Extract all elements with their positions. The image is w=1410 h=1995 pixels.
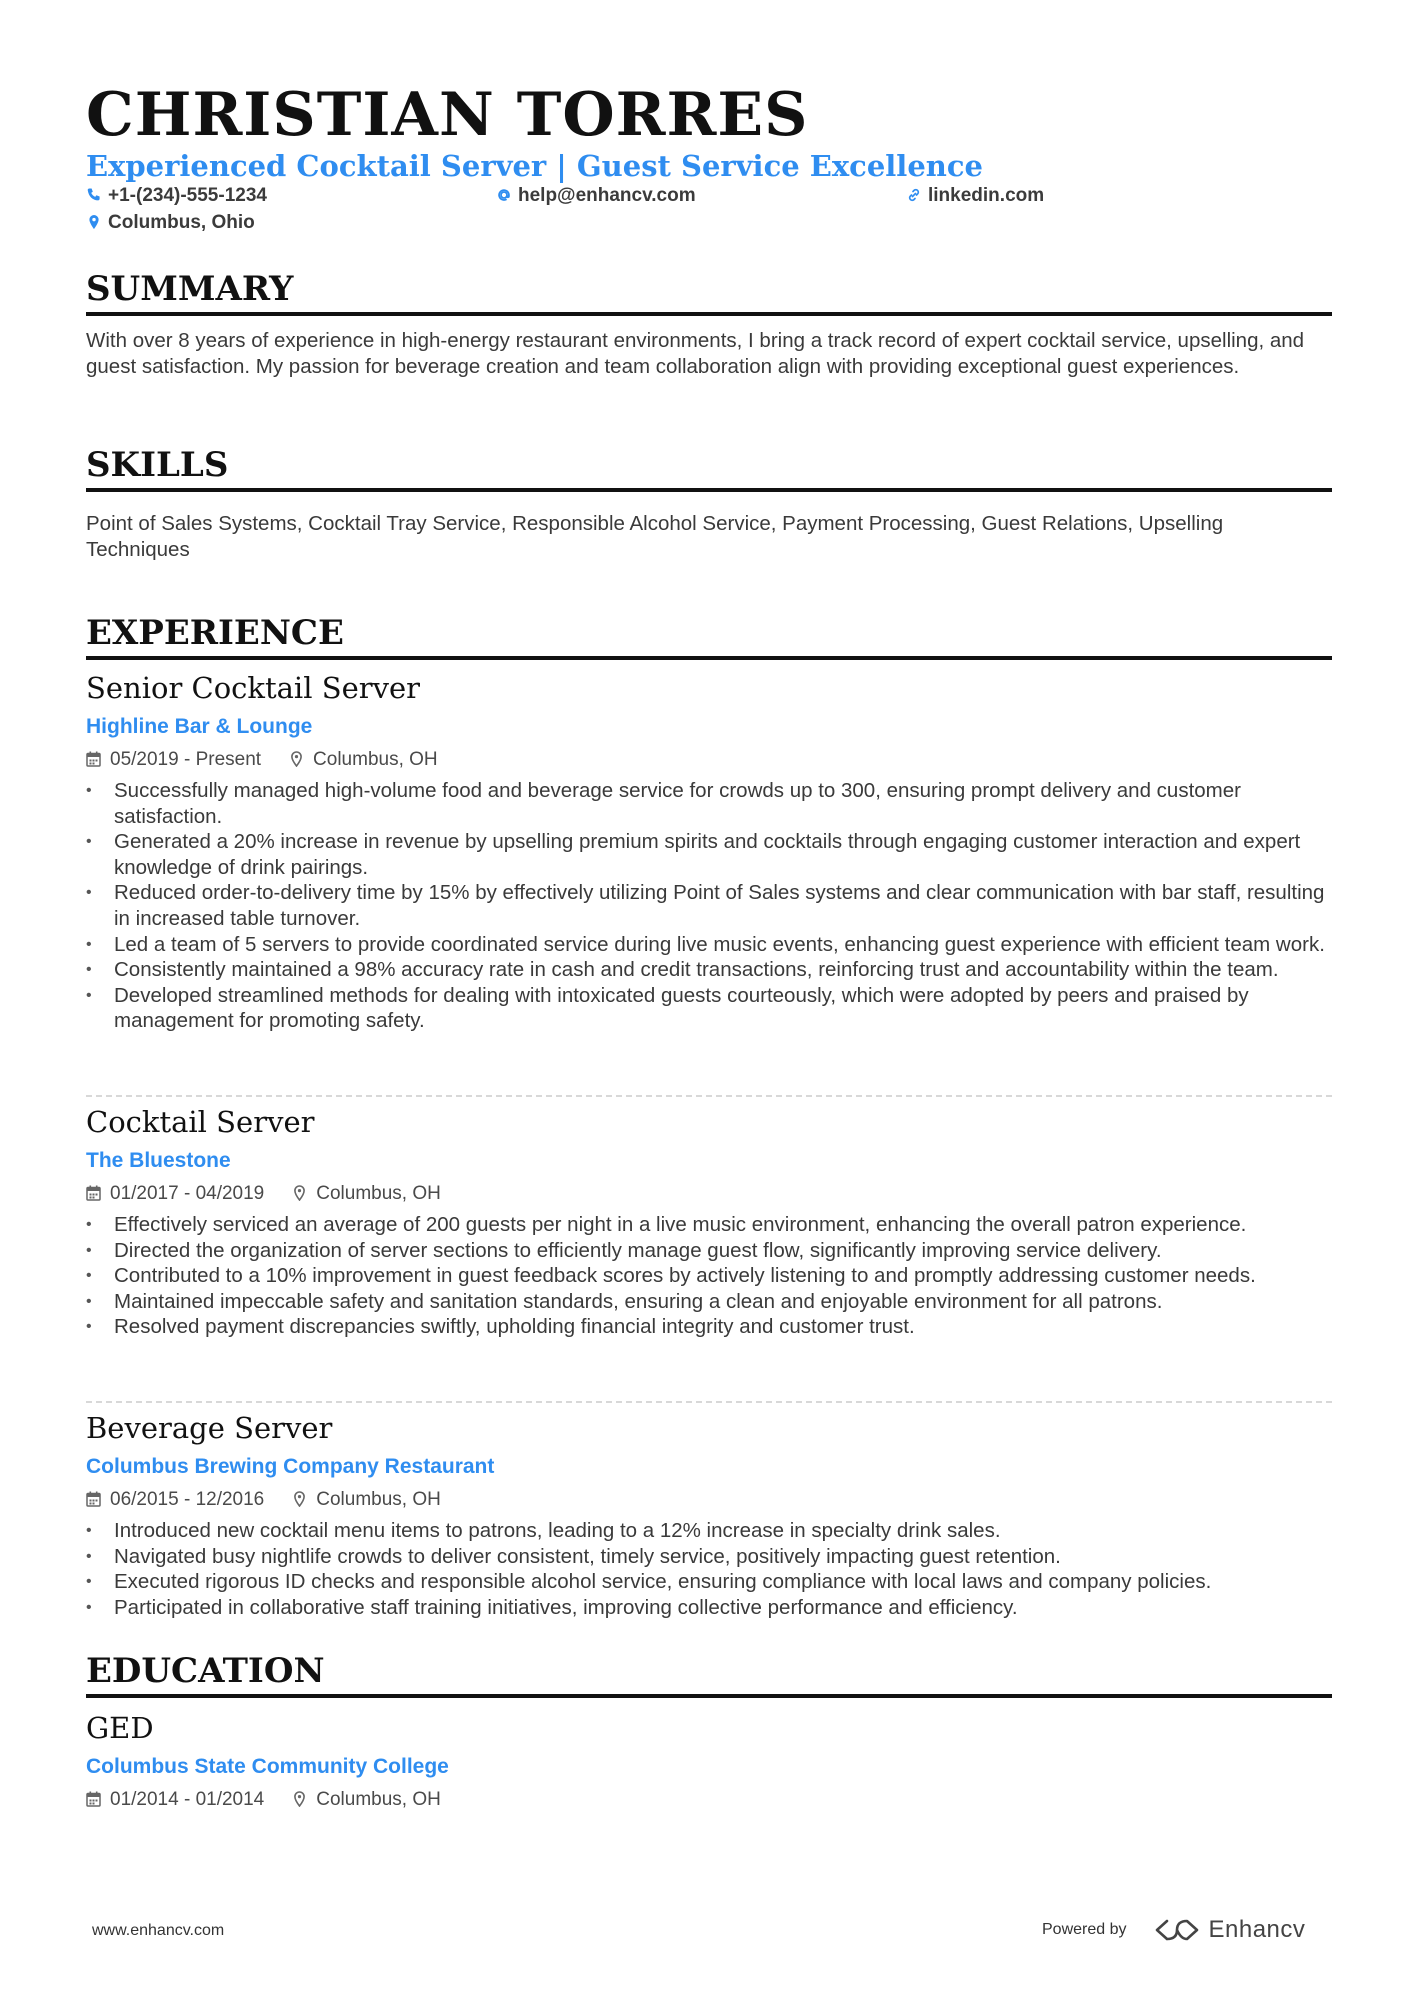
location-pin-icon	[292, 1185, 307, 1201]
job-dates: 01/2017 - 04/2019	[110, 1183, 265, 1204]
email-text: help@enhancv.com	[518, 185, 696, 206]
job-location: Columbus, OH	[316, 1489, 441, 1510]
education-dates: 01/2014 - 01/2014	[110, 1789, 265, 1810]
location-pin-icon	[292, 1791, 307, 1807]
list-item: • Generated a 20% increase in revenue by upselling premium spirits and cocktails through engaging customer interaction and expert knowledge of drink pairings.	[86, 829, 1332, 880]
at-icon	[496, 187, 512, 203]
summary-text: With over 8 years of experience in high-energy restaurant environments, I bring a track record of expert cocktail service, upselling, and guest satisfaction. My passion for beverage creation and team collaboration align with providing exceptional guest experiences.	[86, 329, 1305, 378]
job-title: Beverage Server	[86, 1411, 333, 1445]
list-item: • Reduced order-to-delivery time by 15% by effectively utilizing Point of Sales systems and clear communication with bar staff, resulting in increased table turnover.	[86, 880, 1332, 931]
calendar-icon	[86, 751, 101, 767]
list-item: • Maintained impeccable safety and sanitation standards, ensuring a clean and enjoyable environment for all patrons.	[86, 1289, 1332, 1315]
list-item: • Successfully managed high-volume food and beverage service for crowds up to 300, ensuring prompt delivery and customer satisfaction.	[86, 778, 1332, 829]
calendar-icon	[86, 1791, 101, 1807]
education-meta	[86, 1788, 441, 1812]
location-pin-icon	[86, 214, 102, 230]
location-pin-icon	[289, 751, 304, 767]
job-location: Columbus, OH	[313, 749, 438, 770]
job-company: The Bluestone	[86, 1149, 231, 1172]
job-bullets	[86, 1518, 1332, 1620]
footer-branding[interactable]	[1042, 1910, 1305, 1950]
calendar-icon	[86, 1185, 101, 1201]
job-divider	[86, 1095, 1332, 1097]
list-item: • Led a team of 5 servers to provide coordinated service during live music events, enhancing guest experience with efficient team work.	[86, 932, 1332, 958]
footer-website[interactable]: www.enhancv.com	[92, 1922, 225, 1939]
contact-location	[86, 211, 255, 235]
job-bullets	[86, 1212, 1332, 1340]
job-dates: 06/2015 - 12/2016	[110, 1489, 265, 1510]
list-item: • Participated in collaborative staff training initiatives, improving collective performance and efficiency.	[86, 1595, 1332, 1621]
location-pin-icon	[292, 1491, 307, 1507]
job-divider	[86, 1401, 1332, 1403]
job-title: Senior Cocktail Server	[86, 671, 420, 705]
list-item: • Contributed to a 10% improvement in guest feedback scores by actively listening to and promptly addressing customer needs.	[86, 1263, 1332, 1289]
contact-linkedin[interactable]	[906, 184, 1044, 208]
contact-email[interactable]	[496, 184, 696, 208]
list-item: • Resolved payment discrepancies swiftly, upholding financial integrity and customer trust.	[86, 1314, 1332, 1340]
education-heading: EDUCATION	[86, 1650, 1332, 1698]
list-item: • Executed rigorous ID checks and responsible alcohol service, ensuring compliance with local laws and company policies.	[86, 1569, 1332, 1595]
list-item: • Directed the organization of server sections to efficiently manage guest flow, significantly improving service delivery.	[86, 1238, 1332, 1264]
linkedin-text: linkedin.com	[928, 185, 1045, 206]
phone-icon	[86, 187, 102, 203]
candidate-headline: Experienced Cocktail Server | Guest Service Excellence	[86, 149, 983, 183]
education-location: Columbus, OH	[316, 1789, 441, 1810]
job-meta	[86, 1488, 441, 1512]
job-bullets	[86, 778, 1332, 1034]
calendar-icon	[86, 1491, 101, 1507]
brand-name: Enhancv	[1208, 1916, 1306, 1943]
job-title: Cocktail Server	[86, 1105, 315, 1139]
job-meta	[86, 748, 438, 772]
list-item: • Effectively serviced an average of 200 guests per night in a live music environment, enhancing the overall patron experience.	[86, 1212, 1332, 1238]
job-meta	[86, 1182, 441, 1206]
education-degree: GED	[86, 1711, 154, 1745]
skills-text: Point of Sales Systems, Cocktail Tray Service, Responsible Alcohol Service, Payment Processing, Guest Relations, Upselling Techniques	[86, 512, 1224, 561]
powered-by-label: Powered by	[1042, 1921, 1127, 1938]
enhancv-logo-icon	[1153, 1917, 1201, 1943]
contact-phone[interactable]	[86, 184, 267, 208]
location-text: Columbus, Ohio	[108, 212, 255, 233]
list-item: • Navigated busy nightlife crowds to deliver consistent, timely service, positively impacting guest retention.	[86, 1544, 1332, 1570]
candidate-name: CHRISTIAN TORRES	[86, 80, 809, 150]
job-company: Columbus Brewing Company Restaurant	[86, 1455, 495, 1478]
education-school: Columbus State Community College	[86, 1755, 449, 1778]
job-company: Highline Bar & Lounge	[86, 715, 313, 738]
link-icon	[906, 187, 922, 203]
list-item: • Developed streamlined methods for dealing with intoxicated guests courteously, which were adopted by peers and praised by management for promoting safety.	[86, 983, 1332, 1034]
list-item: • Introduced new cocktail menu items to patrons, leading to a 12% increase in specialty drink sales.	[86, 1518, 1332, 1544]
phone-text: +1-(234)-555-1234	[108, 185, 267, 206]
summary-heading: SUMMARY	[86, 268, 1332, 316]
experience-heading: EXPERIENCE	[86, 612, 1332, 660]
skills-heading: SKILLS	[86, 444, 1332, 492]
job-dates: 05/2019 - Present	[110, 749, 262, 770]
job-location: Columbus, OH	[316, 1183, 441, 1204]
list-item: • Consistently maintained a 98% accuracy rate in cash and credit transactions, reinforcing trust and accountability within the team.	[86, 957, 1332, 983]
